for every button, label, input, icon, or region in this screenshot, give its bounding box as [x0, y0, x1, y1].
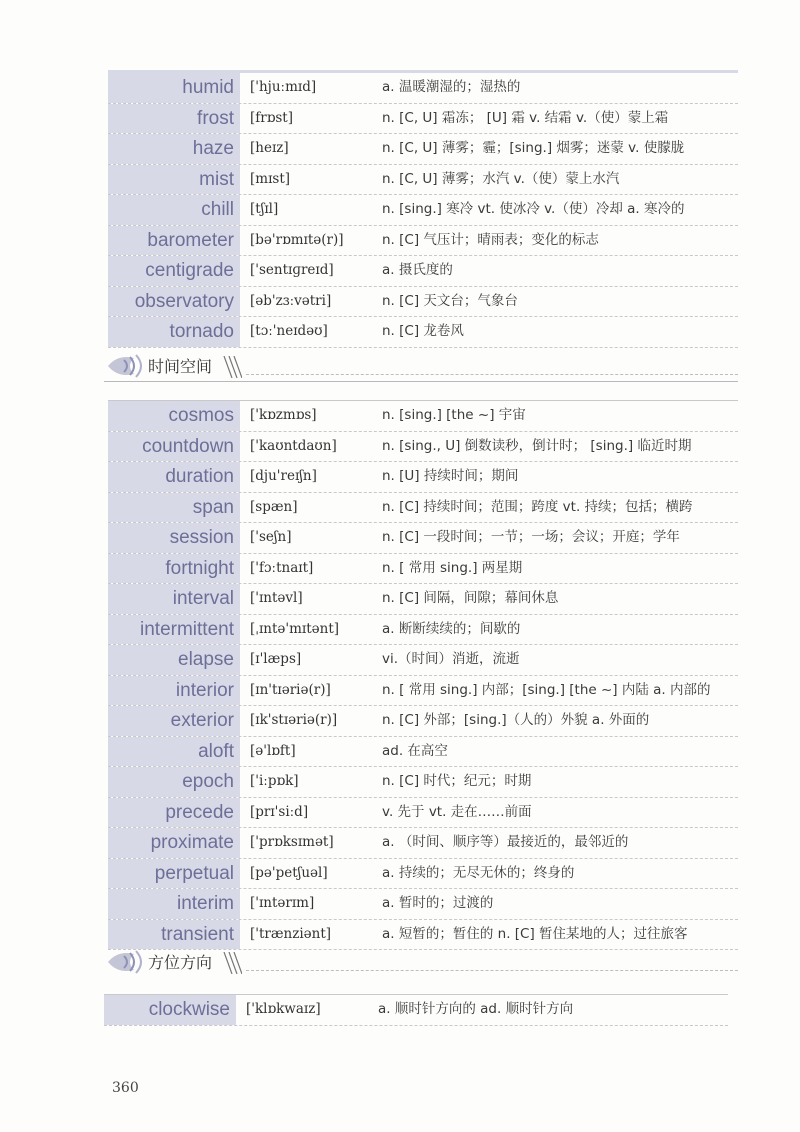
vocab-definition: n. [sing.] [the ~] 宇宙	[382, 407, 526, 423]
vocab-row	[108, 134, 738, 165]
vocab-row	[108, 195, 738, 226]
vocab-table-time-space	[108, 400, 738, 950]
vocab-row	[108, 104, 738, 135]
vocab-phonetic: ['seʃn]	[250, 529, 292, 545]
vocab-phonetic: [ˌɪntə'mɪtənt]	[250, 620, 340, 637]
vocab-row	[108, 676, 738, 707]
vocab-row	[108, 287, 738, 318]
vocab-phonetic: [tɔː'neɪdəʊ]	[250, 323, 328, 339]
vocab-definition: n. [C] 气压计；晴雨表；变化的标志	[382, 231, 599, 248]
vocab-definition: n. [C] 龙卷风	[382, 323, 464, 339]
vocab-word: duration	[108, 462, 240, 492]
vocab-row	[108, 828, 738, 859]
vocab-word: countdown	[108, 432, 240, 462]
vocab-definition: a. 顺时针方向的 ad. 顺时针方向	[378, 1001, 574, 1017]
vocab-row	[104, 994, 728, 1026]
vocab-word: mist	[108, 165, 240, 195]
vocab-definition: n. [C, U] 霜冻； [U] 霜 v. 结霜 v.（使）蒙上霜	[382, 109, 669, 126]
vocab-row	[108, 432, 738, 463]
vocab-definition: n. [sing.] 寒冷 vt. 使冰冷 v.（使）冷却 a. 寒冷的	[382, 201, 685, 217]
vocab-row	[108, 462, 738, 493]
vocab-row	[108, 493, 738, 524]
vocab-row	[108, 859, 738, 890]
vocab-phonetic: ['kaʊntdaʊn]	[250, 437, 337, 454]
vocab-phonetic: ['trænziənt]	[250, 925, 332, 942]
vocab-definition: a. 短暂的；暂住的 n. [C] 暂住某地的人；过往旅客	[382, 925, 688, 942]
vocab-word: haze	[108, 134, 240, 164]
vocab-phonetic: [mɪst]	[250, 170, 291, 187]
vocab-row	[108, 317, 738, 348]
vocab-word: aloft	[108, 737, 240, 767]
vocab-definition: n. [ 常用 sing.] 内部；[sing.] [the ~] 内陆 a. 内部的	[382, 681, 711, 698]
vocab-definition: a. 摄氏度的	[382, 262, 453, 278]
vocab-row	[108, 70, 738, 104]
section-title: 方位方向	[148, 953, 213, 972]
vocab-definition: n. [C] 天文台；气象台	[382, 292, 518, 309]
vocab-phonetic: [ə'lɒft]	[250, 742, 296, 759]
vocab-word: centigrade	[108, 256, 240, 286]
vocab-definition: a. （时间、顺序等）最接近的，最邻近的	[382, 834, 629, 850]
vocab-phonetic: ['prɒksɪmət]	[250, 834, 334, 850]
vocab-word: fortnight	[108, 554, 240, 584]
vocab-row	[108, 706, 738, 737]
vocab-table-direction	[104, 994, 728, 1026]
vocab-word: interval	[108, 584, 240, 614]
vocab-phonetic: [pə'petʃuəl]	[250, 864, 328, 881]
vocab-word: transient	[108, 920, 240, 950]
vocab-phonetic: [spæn]	[250, 498, 298, 515]
vocab-word: tornado	[108, 317, 240, 347]
section-rule	[104, 381, 738, 382]
vocab-definition: a. 暂时的；过渡的	[382, 895, 494, 911]
vocab-word: elapse	[108, 645, 240, 675]
vocab-row	[108, 165, 738, 196]
vocab-phonetic: [ɪ'læps]	[250, 651, 302, 667]
vocab-definition: n. [C] 一段时间；一节；一场；会议；开庭；学年	[382, 529, 680, 545]
vocab-table-weather	[108, 70, 738, 348]
vocab-word: frost	[108, 104, 240, 134]
vocab-row	[108, 645, 738, 676]
hatch-decoration	[222, 952, 242, 974]
vocab-phonetic: [heɪz]	[250, 140, 289, 156]
vocab-word: proximate	[108, 828, 240, 858]
vocab-phonetic: [frɒst]	[250, 109, 293, 126]
section-header-time-space	[104, 352, 738, 382]
vocab-row	[108, 798, 738, 829]
vocab-phonetic: ['klɒkwaɪz]	[246, 1001, 321, 1017]
vocab-word: intermittent	[108, 615, 240, 645]
vocab-phonetic: [tʃɪl]	[250, 201, 279, 217]
vocab-phonetic: ['iːpɒk]	[250, 773, 299, 789]
vocab-word: perpetual	[108, 859, 240, 889]
section-header-direction	[104, 948, 738, 978]
vocab-phonetic: [prɪ'siːd]	[250, 803, 309, 820]
vocab-definition: a. 持续的；无尽无休的；终身的	[382, 864, 575, 881]
section-title: 时间空间	[148, 357, 213, 376]
vocab-row	[108, 920, 738, 951]
vocab-row	[108, 767, 738, 798]
vocab-definition: v. 先于 vt. 走在……前面	[382, 803, 532, 820]
vocab-word: cosmos	[108, 401, 240, 431]
vocab-word: interior	[108, 676, 240, 706]
vocab-row	[108, 400, 738, 432]
vocab-row	[108, 554, 738, 585]
vocab-word: span	[108, 493, 240, 523]
vocab-definition: n. [C] 间隔，间隙；幕间休息	[382, 590, 559, 606]
vocab-phonetic: [ɪk'stɪəriə(r)]	[250, 712, 338, 728]
vocab-phonetic: [dju'reɪʃn]	[250, 468, 317, 484]
vocab-row	[108, 615, 738, 646]
vocab-definition: a. 温暖潮湿的；湿热的	[382, 79, 521, 95]
vocab-phonetic: ['ɪntərɪm]	[250, 895, 315, 911]
vocab-row	[108, 523, 738, 554]
vocab-word: epoch	[108, 767, 240, 797]
hatch-decoration	[222, 356, 242, 378]
vocab-definition: n. [C] 外部；[sing.]（人的）外貌 a. 外面的	[382, 712, 650, 728]
vocab-word: session	[108, 523, 240, 553]
vocab-definition: n. [U] 持续时间；期间	[382, 468, 519, 484]
vocab-phonetic: ['hjuːmɪd]	[250, 79, 317, 95]
vocab-phonetic: ['kɒzmɒs]	[250, 407, 317, 423]
vocab-definition: n. [sing., U] 倒数读秒，倒计时； [sing.] 临近时期	[382, 437, 692, 454]
vocab-phonetic: ['fɔːtnaɪt]	[250, 559, 314, 576]
speaker-icon	[104, 352, 152, 380]
vocab-definition: vi.（时间）消逝，流逝	[382, 651, 520, 667]
vocab-row	[108, 256, 738, 287]
section-divider	[246, 970, 738, 971]
vocab-word: exterior	[108, 706, 240, 736]
vocab-definition: n. [C, U] 薄雾；霾；[sing.] 烟雾；迷蒙 v. 使朦胧	[382, 140, 685, 156]
vocab-phonetic: [ɪn'tɪəriə(r)]	[250, 681, 331, 698]
vocab-row	[108, 226, 738, 257]
vocab-phonetic: [əb'zɜːvətri]	[250, 292, 332, 309]
section-divider	[246, 374, 738, 375]
vocab-row	[108, 584, 738, 615]
vocab-row	[108, 889, 738, 920]
page-number: 360	[112, 1080, 139, 1096]
vocab-word: humid	[108, 73, 240, 103]
vocab-row	[108, 737, 738, 768]
vocab-definition: n. [C] 持续时间；范围；跨度 vt. 持续；包括；横跨	[382, 498, 693, 515]
vocab-phonetic: [bə'rɒmɪtə(r)]	[250, 231, 344, 248]
vocab-definition: n. [ 常用 sing.] 两星期	[382, 559, 523, 576]
vocab-word: barometer	[108, 226, 240, 256]
vocab-word: observatory	[108, 287, 240, 317]
vocab-word: clockwise	[104, 995, 236, 1025]
vocab-definition: n. [C, U] 薄雾；水汽 v.（使）蒙上水汽	[382, 170, 620, 187]
vocab-word: precede	[108, 798, 240, 828]
vocab-word: chill	[108, 195, 240, 225]
vocab-definition: a. 断断续续的；间歇的	[382, 620, 521, 637]
vocab-definition: ad. 在高空	[382, 742, 448, 759]
vocab-phonetic: ['sentɪɡreɪd]	[250, 262, 334, 278]
vocab-word: interim	[108, 889, 240, 919]
vocab-phonetic: ['ɪntəvl]	[250, 590, 303, 606]
vocab-definition: n. [C] 时代；纪元；时期	[382, 773, 532, 789]
speaker-icon	[104, 948, 152, 976]
